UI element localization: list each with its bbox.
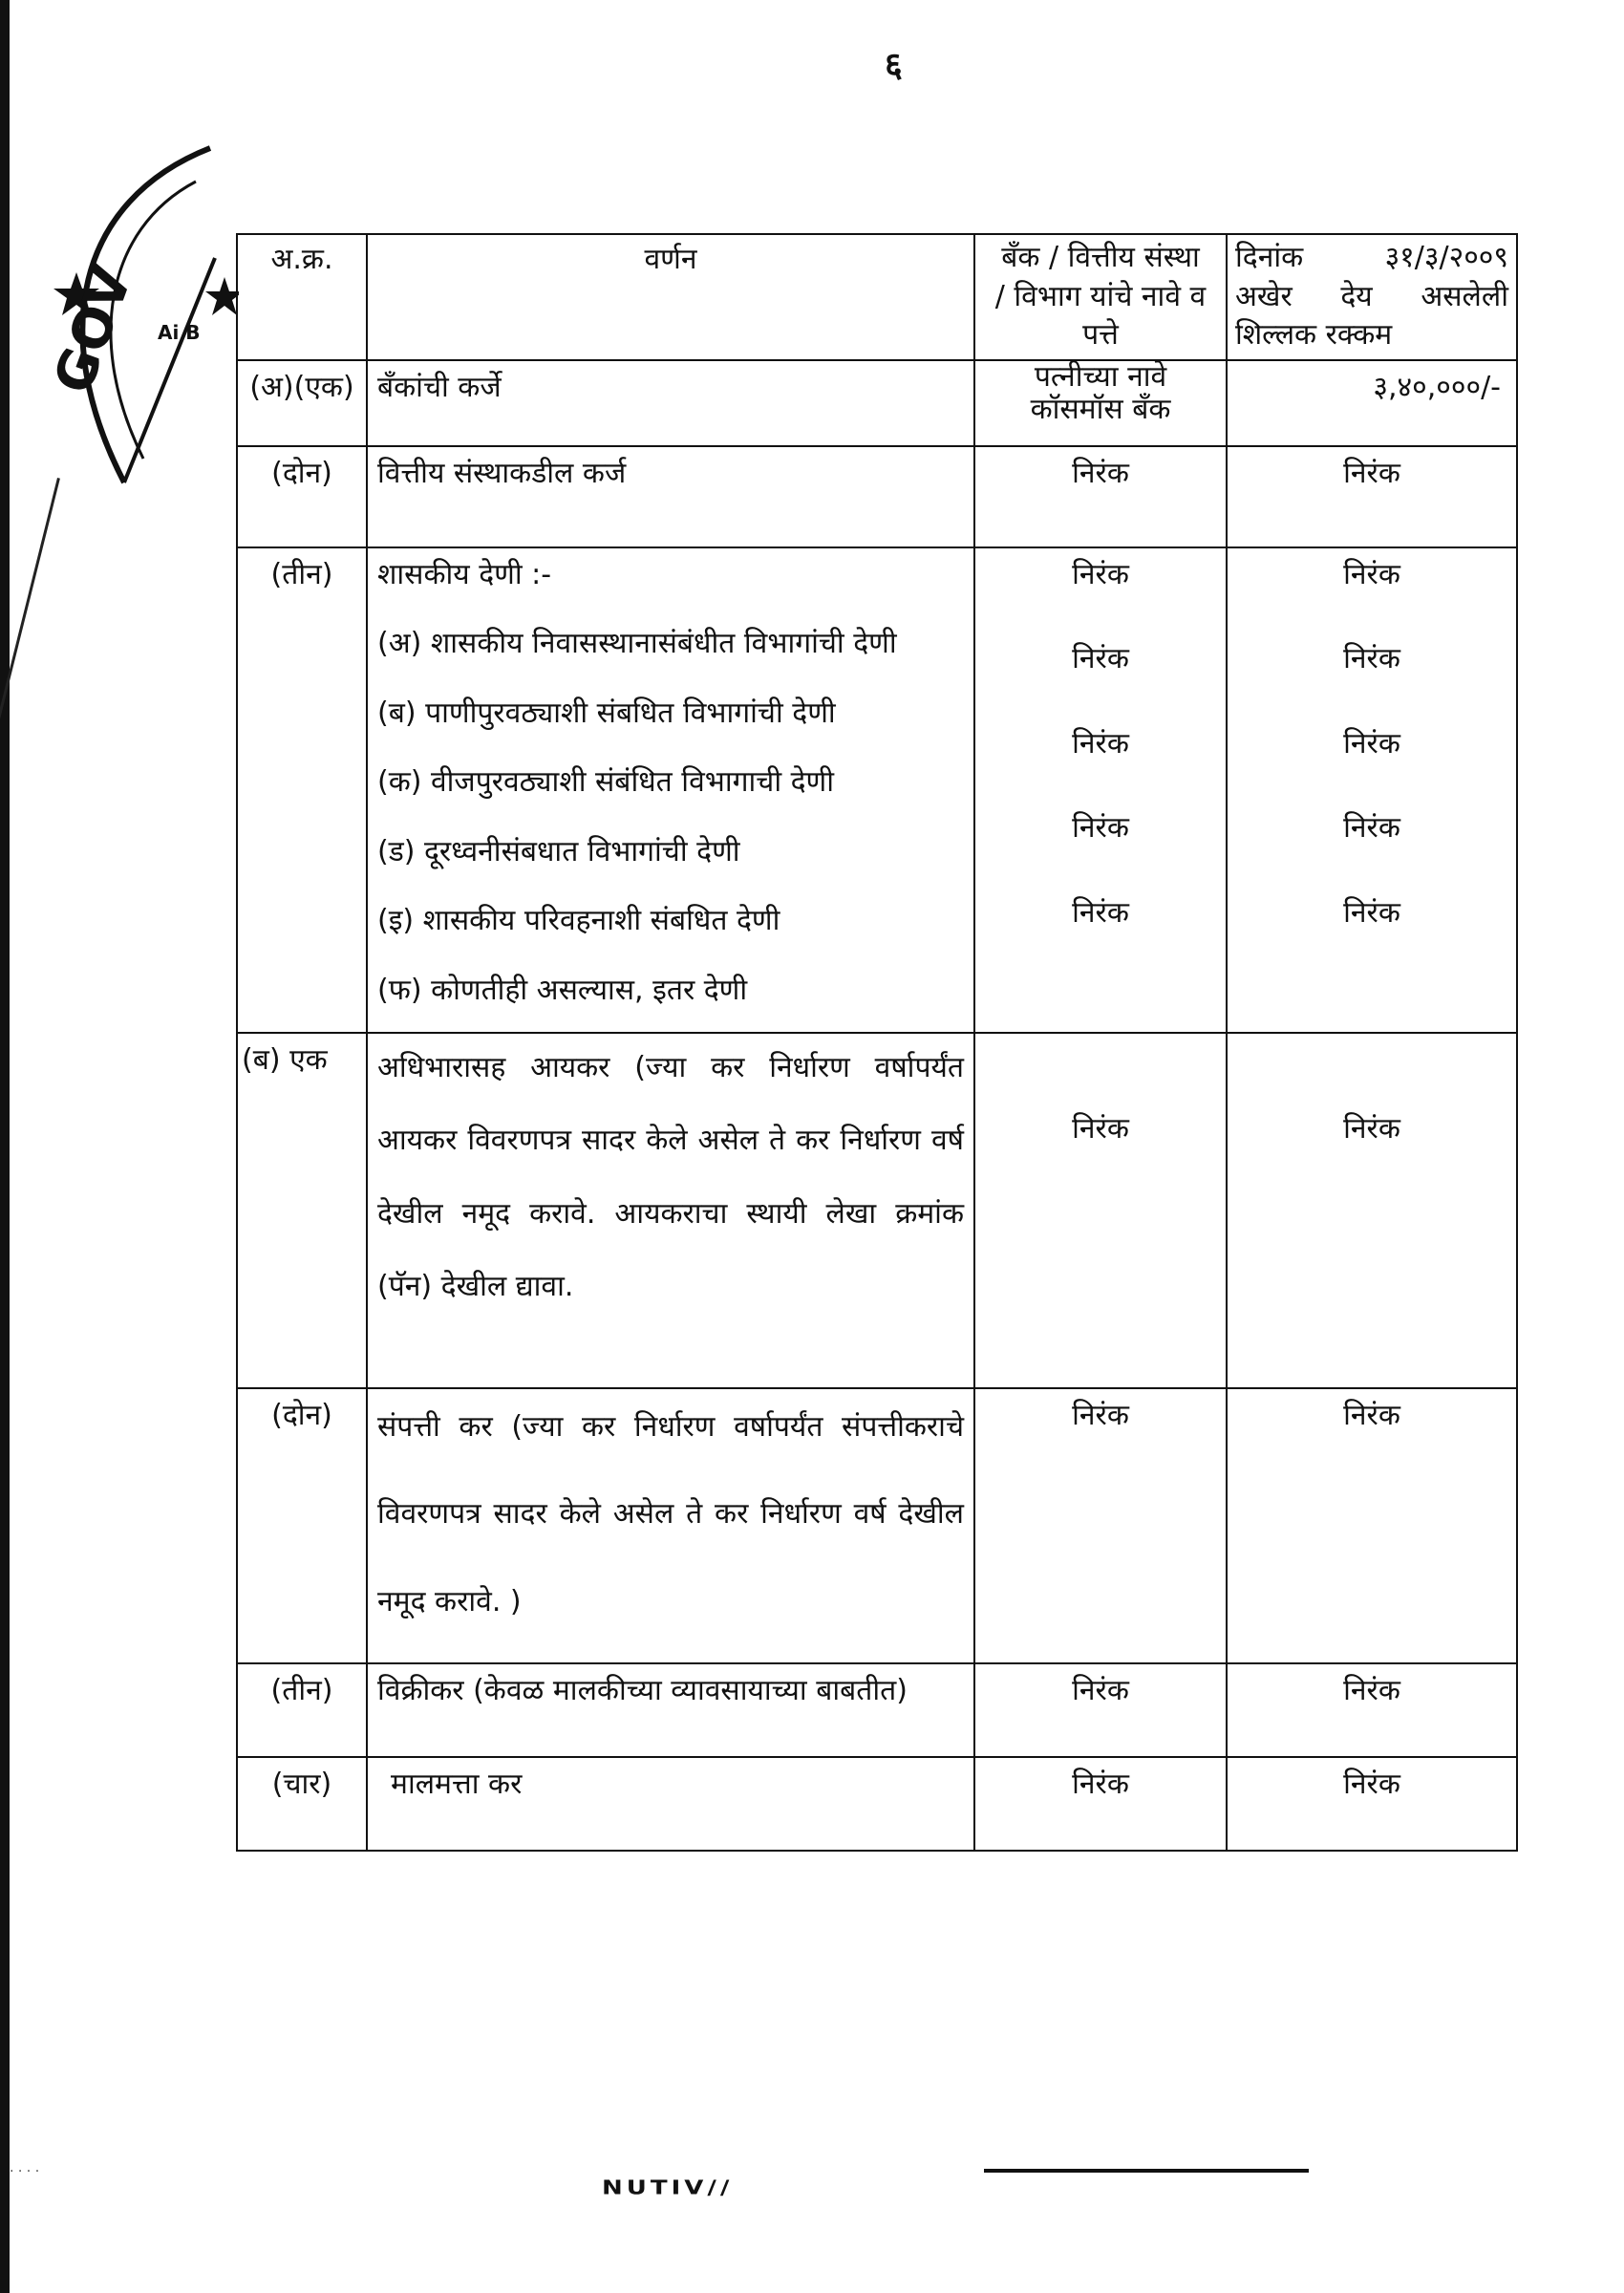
- sub-item: (ड) दूरध्वनीसंबधात विभागांची देणी: [377, 834, 740, 868]
- row-description-text: अधिभारासह आयकर (ज्या कर निर्धारण वर्षापर्यंत आयकर विवरणपत्र सादर केले असेल ते कर निर्धारण वर्ष देखील नमूद करावे. आयकराचा स्थायी लेखा क्रमांक (पॅन) देखील द्यावा.: [377, 1050, 964, 1303]
- row-description-text: संपत्ती कर (ज्या कर निर्धारण वर्षापर्यंत संपत्तीकराचे विवरणपत्र सादर केले असेल ते कर निर्धारण वर्ष देखील नमूद करावे. ): [377, 1409, 964, 1618]
- header-bank-line: पत्ते: [1082, 318, 1119, 352]
- row-bank: निरंक: [974, 1757, 1227, 1851]
- row-bank-value: निरंक: [1072, 557, 1129, 591]
- row-description: [367, 547, 974, 1033]
- table-row: [237, 1663, 1517, 1757]
- row-bank: [974, 547, 1227, 1033]
- row-description: [367, 1388, 974, 1663]
- row-serial: (दोन): [237, 1388, 367, 1663]
- row-bank: निरंक: [974, 1033, 1227, 1388]
- row-amount: [1227, 547, 1517, 1033]
- row-bank-line: पत्नीच्या नावे: [1034, 359, 1167, 394]
- signature-line: [984, 2169, 1309, 2173]
- table-row: [237, 547, 1517, 1033]
- row-amount: निरंक: [1227, 446, 1517, 547]
- header-bank-line: बँक / वित्तीय संस्था: [1001, 241, 1200, 274]
- sub-item-bank: निरंक: [1072, 811, 1129, 845]
- row-amount: निरंक: [1227, 1663, 1517, 1757]
- scan-noise: · · · ·: [10, 2164, 40, 2179]
- header-serial: अ.क्र.: [237, 234, 367, 360]
- row-amount: निरंक: [1227, 1757, 1517, 1851]
- sub-item: (इ) शासकीय परिवहनाशी संबधित देणी: [377, 904, 780, 937]
- header-date-word: असलेली: [1421, 279, 1508, 313]
- sub-item-amount: निरंक: [1343, 642, 1400, 675]
- row-description: मालमत्ता कर: [367, 1757, 974, 1851]
- sub-item-amount: निरंक: [1343, 726, 1400, 761]
- sub-item: (क) वीजपुरवठ्याशी संबंधित विभागाची देणी: [377, 765, 835, 799]
- sub-item-bank: निरंक: [1072, 726, 1129, 761]
- row-description: [367, 1033, 974, 1388]
- table-row: [237, 1033, 1517, 1388]
- stamp-inner-text: Ai B: [158, 321, 201, 344]
- row-amount: निरंक: [1227, 1033, 1517, 1388]
- row-amount: ३,४०,०००/-: [1227, 360, 1517, 446]
- header-bank: [974, 234, 1227, 360]
- header-balance: [1227, 234, 1517, 360]
- row-serial: (अ)(एक): [237, 360, 367, 446]
- table-row: [237, 360, 1517, 446]
- header-date-value: ३१/३/२००९: [1384, 241, 1508, 274]
- row-serial: (ब) एक: [237, 1033, 367, 1388]
- liabilities-table: [236, 233, 1518, 1852]
- header-date-word: अखेर: [1235, 279, 1293, 313]
- row-description: विक्रीकर (केवळ मालकीच्या व्यावसायाच्या बाबतीत): [367, 1663, 974, 1757]
- scan-edge: [0, 0, 10, 2293]
- signature-scribble: NUTIV//: [602, 2176, 734, 2199]
- stamp-letters: GOV: [42, 258, 145, 402]
- row-bank: निरंक: [974, 1388, 1227, 1663]
- sub-item-bank: निरंक: [1072, 895, 1129, 930]
- row-serial: (दोन): [237, 446, 367, 547]
- row-bank: [974, 360, 1227, 446]
- sub-item-amount: निरंक: [1343, 811, 1400, 845]
- star-icon: [205, 277, 239, 315]
- row-bank: निरंक: [974, 1663, 1227, 1757]
- row-bank-line: कॉसमॉस बँक: [1030, 393, 1171, 426]
- header-date-line: शिल्लक रक्कम: [1235, 318, 1393, 352]
- row-amount: निरंक: [1227, 1388, 1517, 1663]
- sub-item: (अ) शासकीय निवासस्थानासंबंधीत विभागांची देणी: [377, 627, 897, 660]
- row-serial: (चार): [237, 1757, 367, 1851]
- sub-item-bank: निरंक: [1072, 642, 1129, 675]
- header-bank-line: / विभाग यांचे नावे व: [994, 279, 1207, 313]
- sub-item-amount: निरंक: [1343, 895, 1400, 930]
- sub-item: (ब) पाणीपुरवठ्याशी संबधित विभागांची देणी: [377, 696, 836, 730]
- sub-items: [377, 625, 964, 1010]
- table-row: [237, 446, 1517, 547]
- row-description: वित्तीय संस्थाकडील कर्ज: [367, 446, 974, 547]
- row-description-title: शासकीय देणी :-: [377, 557, 552, 591]
- table-row: [237, 1757, 1517, 1851]
- header-description: वर्णन: [367, 234, 974, 360]
- table-row: [237, 1388, 1517, 1663]
- header-date-word: देय: [1340, 279, 1373, 313]
- sub-item: (फ) कोणतीही असल्यास, इतर देणी: [377, 973, 748, 1007]
- row-description: बँकांची कर्जे: [367, 360, 974, 446]
- row-bank: निरंक: [974, 446, 1227, 547]
- row-serial: (तीन): [237, 1663, 367, 1757]
- page-number: ६: [885, 46, 903, 85]
- header-date-word: दिनांक: [1235, 241, 1304, 274]
- table-header-row: [237, 234, 1517, 360]
- row-serial: (तीन): [237, 547, 367, 1033]
- row-amount-value: निरंक: [1343, 557, 1400, 591]
- official-stamp-icon: [38, 143, 239, 487]
